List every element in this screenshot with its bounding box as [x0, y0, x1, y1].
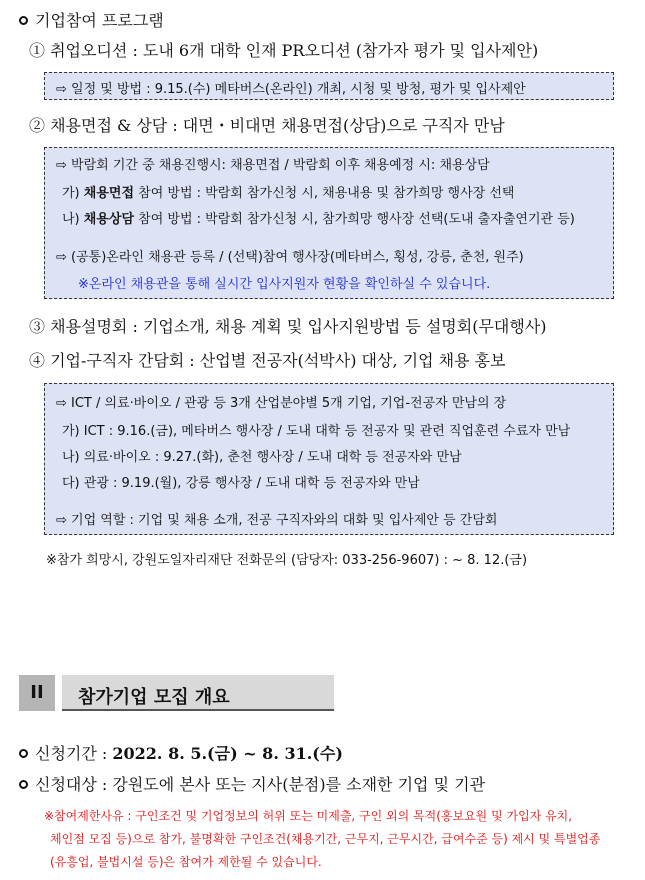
- item4-title: ④ 기업-구직자 간담회 : 산업별 전공자(석박사) 대상, 기업 채용 홍보: [29, 351, 506, 370]
- circle-bullet-icon: [19, 749, 28, 758]
- section1-heading: 기업참여 프로그램: [19, 8, 164, 31]
- circle-bullet-icon: [19, 780, 28, 789]
- restriction-line3: (유흥업, 불법시설 등)은 참여가 제한될 수 있습니다.: [50, 855, 322, 869]
- item2-online-notice: ※온라인 채용관을 통해 실시간 입사지원자 현황을 확인하실 수 있습니다.: [78, 277, 491, 292]
- item2-box-line1: ⇨ 박람회 기간 중 채용진행시: 채용면접 / 박람회 이후 채용예정 시: 채용상담: [56, 158, 490, 173]
- application-period: 신청기간 : 2022. 8. 5.(금) ~ 8. 31.(수): [19, 741, 343, 764]
- item4-box-line3: 나) 의료·바이오 : 9.27.(화), 춘천 행사장 / 도내 대학 등 전공자와 만남: [62, 450, 462, 465]
- circle-bullet-icon: [19, 16, 28, 25]
- item2-line-na: 나) 채용상담 참여 방법 : 박람회 참가신청 시, 참가희망 행사장 선택(도내 출자출연기관 등): [62, 212, 575, 227]
- restriction-line1: ※참여제한사유 : 구인조건 및 기업정보의 허위 또는 미제출, 구인 외의 목적(홍보요원 및 가입자 유치,: [44, 809, 573, 823]
- item2-box: [44, 147, 614, 299]
- item1-title: ① 취업오디션 : 도내 6개 대학 인재 PR오디션 (참가자 평가 및 입사제안): [29, 41, 539, 60]
- item4-box-line1: ⇨ ICT / 의료·바이오 / 관광 등 3개 산업분야별 5개 기업, 기업-전공자 만남의 장: [56, 396, 507, 411]
- item2-box-line4: ⇨ (공통)온라인 채용관 등록 / (선택)참여 행사장(메타버스, 횡성, 강릉, 춘천, 원주): [56, 250, 524, 265]
- item2-title: ② 채용면접 & 상담 : 대면・비대면 채용면접(상담)으로 구직자 만남: [29, 116, 505, 135]
- item1-box: [44, 72, 614, 100]
- item4-box-line2: 가) ICT : 9.16.(금), 메타버스 행사장 / 도내 대학 등 전공자 및 관련 직업훈련 수료자 만남: [62, 424, 571, 439]
- section2-badge: II: [19, 675, 55, 711]
- item3-title: ③ 채용설명회 : 기업소개, 채용 계획 및 입사지원방법 등 설명회(무대행사): [29, 317, 547, 336]
- item4-box-line4: 다) 관광 : 9.19.(월), 강릉 행사장 / 도내 대학 등 전공자와 만남: [62, 476, 420, 491]
- item1-box-line: ⇨ 일정 및 방법 : 9.15.(수) 메타버스(온라인) 개최, 시청 및 방청, 평가 및 입사제안: [56, 82, 526, 97]
- contact-note: ※참가 희망시, 강원도일자리재단 전화문의 (담당자: 033-256-9607) : ~ 8. 12.(금): [46, 553, 528, 568]
- application-target: 신청대상 : 강원도에 본사 또는 지사(분점)를 소재한 기업 및 기관: [19, 772, 485, 795]
- item4-box: [44, 383, 614, 535]
- item4-box-line5: ⇨ 기업 역할 : 기업 및 채용 소개, 전공 구직자와의 대화 및 입사제안 등 간담회: [56, 513, 498, 528]
- restriction-line2: 체인점 모집 등)으로 참가, 불명확한 구인조건(채용기간, 근무지, 근무시간, 급여수준 등) 제시 및 특별업종: [50, 832, 601, 846]
- section2-title: 참가기업 모집 개요: [78, 687, 230, 708]
- item2-line-ga: 가) 채용면접 참여 방법 : 박람회 참가신청 시, 채용내용 및 참가희망 행사장 선택: [62, 186, 515, 201]
